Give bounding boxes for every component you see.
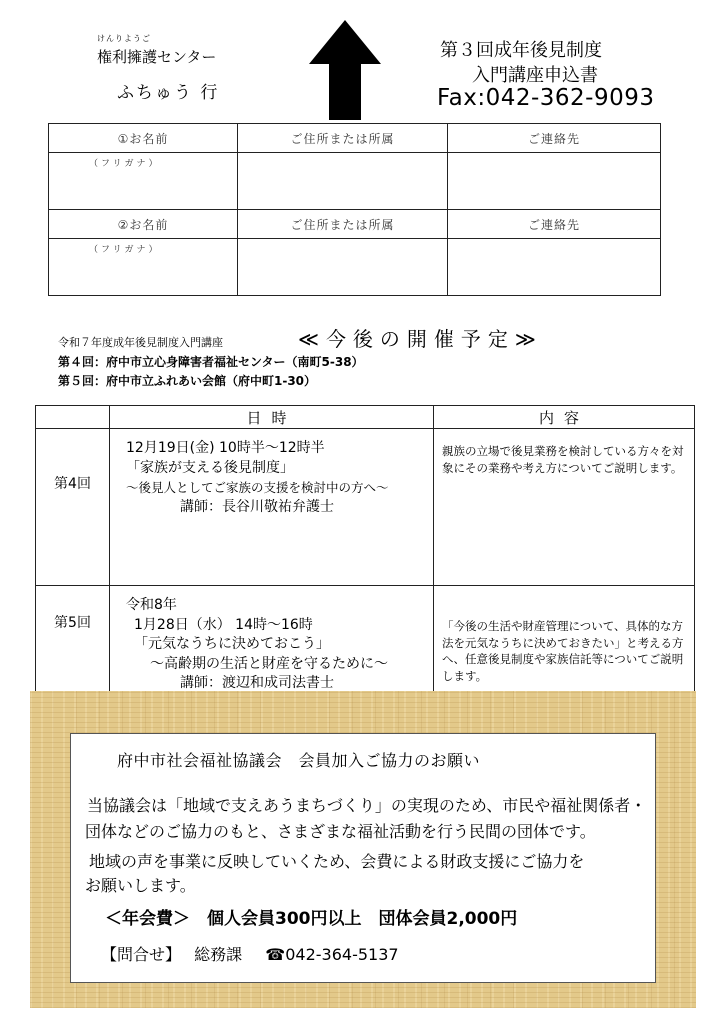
name-field-1[interactable] (49, 153, 238, 210)
phone-icon: ☎ (265, 945, 286, 964)
session-5-title: 「元気なうちに決めておこう」 (134, 636, 330, 652)
contact-label-2: ご連絡先 (448, 210, 661, 239)
session-label-4: 第4回 (36, 429, 110, 586)
address-label-1: ご住所または所属 (238, 124, 448, 153)
address-field-2[interactable] (238, 239, 448, 296)
form-header-row-1 (49, 124, 661, 153)
contact-field-2[interactable] (448, 239, 661, 296)
session-5-description: 「今後の生活や財産管理について、具体的な方法を元気なうちに決めておきたい」と考える方へ、任意後見制度や家族信託等についてご説明します。 (434, 586, 695, 765)
address-label-2: ご住所または所属 (238, 210, 448, 239)
session-5-subtitle: ～高齢期の生活と財産を守るために～ (150, 655, 388, 672)
address-field-1[interactable] (238, 153, 448, 210)
annual-fee-line: ＜年会費＞ 個人会員300円以上 団体会員2,000円 (105, 909, 518, 929)
session-label-5: 第5回 (36, 586, 110, 765)
form-input-row-2 (49, 239, 661, 296)
furigana-label-1: （フリガナ） (89, 159, 161, 169)
session-column-header (36, 406, 110, 429)
session-4-datetime: 12月19日(金) 10時半～12時半 (126, 440, 325, 456)
notice-body-line-3: 地域の声を事業に反映していくため、会費による財政支援にご協力を (89, 852, 585, 871)
phone-number: 042-364-5137 (285, 945, 399, 964)
content-column-header: 内容 (434, 406, 695, 429)
notice-body-line-2: 団体などのご協力のもと、さまざまな福祉活動を行う民間の団体です。 (85, 822, 596, 841)
notice-title: 府中市社会福祉協議会 会員加入ご協力のお願い (117, 751, 481, 770)
session-5-datetime: 1月28日（水） 14時～16時 (134, 616, 313, 633)
furigana-label-2: （フリガナ） (89, 245, 161, 255)
venue-session-4: 第４回：府中市立心身障害者福祉センター（南町5-38） (58, 355, 364, 369)
contact-line (101, 942, 399, 965)
session-4-subtitle: ～後見人としてご家族の支援を検討中の方へ～ (126, 480, 389, 495)
organization-name: 権利擁護センター (97, 48, 217, 66)
membership-notice-panel (70, 733, 656, 983)
contact-department: 総務課 (194, 945, 243, 964)
session-5-year: 令和8年 (126, 597, 177, 613)
form-title-line2: 入門講座申込書 (472, 65, 598, 86)
session-4-details (110, 429, 434, 586)
session-5-lecturer: 講師：渡辺和成司法書士 (180, 675, 334, 691)
form-title-line1: 第３回成年後見制度 (440, 40, 602, 61)
recipient-label: ふちゅう 行 (117, 83, 220, 103)
session-4-title: 「家族が支える後見制度」 (126, 459, 294, 476)
notice-body-line-1: 当協議会は「地域で支えあうまちづくり」の実現のため、市民や福祉関係者・ (87, 796, 647, 815)
course-series-label: 令和７年度成年後見制度入門講座 (58, 336, 223, 349)
contact-field-1[interactable] (448, 153, 661, 210)
session-4-lecturer: 講師：長谷川敬祐弁護士 (180, 498, 334, 515)
venue-session-5: 第５回：府中市立ふれあい会館（府中町1-30） (58, 374, 317, 388)
fax-number: Fax:042-362-9093 (437, 85, 655, 111)
application-form (48, 123, 661, 296)
contact-label: 【問合せ】 (101, 945, 182, 964)
datetime-column-header: 日時 (110, 406, 434, 429)
name-label-2: ②お名前 (49, 210, 238, 239)
form-input-row-1 (49, 153, 661, 210)
up-arrow-icon (307, 18, 383, 122)
session-4-description: 親族の立場で後見業務を検討している方々を対象にその業務や考え方についてご説明します。 (434, 429, 695, 586)
schedule-header-row (36, 406, 695, 429)
contact-label-1: ご連絡先 (448, 124, 661, 153)
schedule-heading: ≪今後の開催予定≫ (298, 327, 543, 351)
form-header-row-2 (49, 210, 661, 239)
name-label-1: ①お名前 (49, 124, 238, 153)
name-field-2[interactable] (49, 239, 238, 296)
notice-body-line-4: お願いします。 (85, 876, 196, 895)
furigana-ruby: けんりようご (97, 34, 151, 43)
schedule-row-session-4 (36, 429, 695, 586)
